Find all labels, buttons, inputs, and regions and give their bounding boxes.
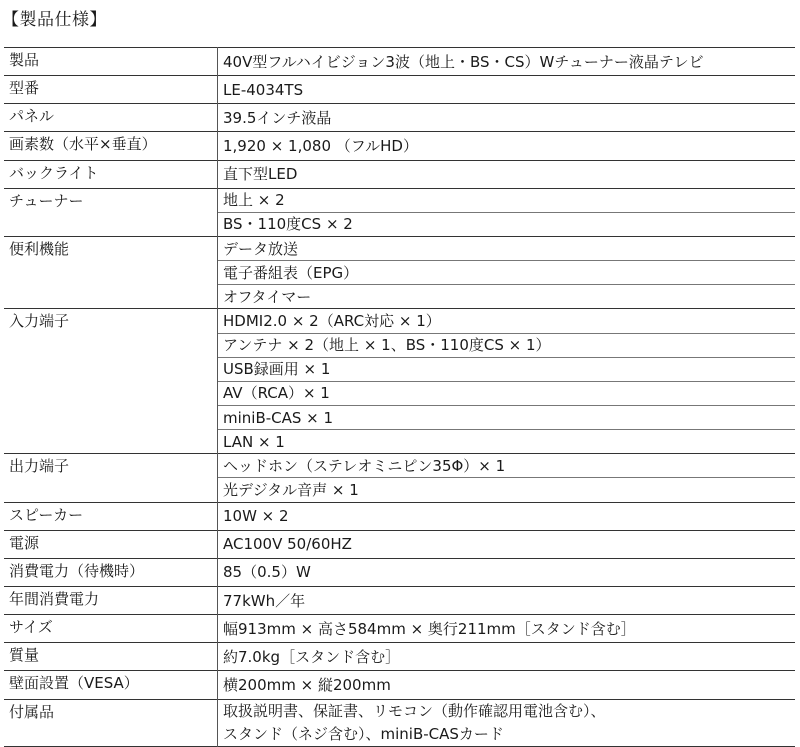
spec-label: 便利機能 <box>4 236 218 308</box>
spec-row <box>4 586 795 614</box>
spec-label: バックライト <box>4 160 218 188</box>
spec-row <box>4 309 795 333</box>
spec-row <box>4 502 795 530</box>
spec-row <box>4 76 795 104</box>
spec-label: 入力端子 <box>4 309 218 454</box>
spec-value: HDMI2.0 × 2（ARC対応 × 1） <box>218 309 796 333</box>
spec-row <box>4 558 795 586</box>
spec-label: 型番 <box>4 76 218 104</box>
spec-label: サイズ <box>4 615 218 643</box>
spec-row <box>4 160 795 188</box>
spec-value: 77kWh／年 <box>218 586 796 614</box>
spec-value: 光デジタル音声 × 1 <box>218 478 796 502</box>
spec-row <box>4 454 795 478</box>
spec-row <box>4 699 795 723</box>
spec-value: miniB-CAS × 1 <box>218 405 796 429</box>
spec-table <box>4 47 795 747</box>
spec-label: 付属品 <box>4 699 218 746</box>
section-title: 【製品仕様】 <box>2 10 107 30</box>
spec-row <box>4 530 795 558</box>
spec-value: データ放送 <box>218 236 796 260</box>
spec-value: 取扱説明書、保証書、リモコン（動作確認用電池含む）、 <box>218 699 796 723</box>
spec-value: 電子番組表（EPG） <box>218 261 796 285</box>
spec-value: 幅913mm × 高さ584mm × 奥行211mm［スタンド含む］ <box>218 615 796 643</box>
spec-value: USB録画用 × 1 <box>218 357 796 381</box>
spec-value: スタンド（ネジ含む）、miniB-CASカード <box>223 725 504 744</box>
spec-label: 年間消費電力 <box>4 586 218 614</box>
spec-value: 約7.0kg［スタンド含む］ <box>218 643 796 671</box>
spec-value: オフタイマー <box>218 285 796 309</box>
spec-row <box>4 104 795 132</box>
spec-row <box>4 132 795 160</box>
spec-label: 出力端子 <box>4 454 218 502</box>
spec-label: 消費電力（待機時） <box>4 558 218 586</box>
spec-value: LE-4034TS <box>218 76 796 104</box>
spec-value: BS・110度CS × 2 <box>218 212 796 236</box>
spec-value: 1,920 × 1,080 （フルHD） <box>218 132 796 160</box>
spec-row <box>4 671 795 699</box>
spec-value: 直下型LED <box>218 160 796 188</box>
spec-label: 電源 <box>4 530 218 558</box>
spec-label: チューナー <box>4 188 218 236</box>
spec-value: 39.5インチ液晶 <box>218 104 796 132</box>
spec-value: AC100V 50/60HZ <box>218 530 796 558</box>
spec-label: スピーカー <box>4 502 218 530</box>
spec-row <box>4 615 795 643</box>
spec-table-body <box>4 48 795 747</box>
spec-label: 質量 <box>4 643 218 671</box>
spec-value: 地上 × 2 <box>218 188 796 212</box>
spec-value: LAN × 1 <box>218 430 796 454</box>
spec-row <box>4 236 795 260</box>
spec-label: 製品 <box>4 48 218 76</box>
spec-row <box>4 643 795 671</box>
spec-label: 壁面設置（VESA） <box>4 671 218 699</box>
spec-value: 40V型フルハイビジョン3波（地上・BS・CS）Wチューナー液晶テレビ <box>218 48 796 76</box>
spec-row <box>4 188 795 212</box>
spec-label: 画素数（水平×垂直） <box>4 132 218 160</box>
spec-label: パネル <box>4 104 218 132</box>
spec-row <box>4 48 795 76</box>
spec-value: アンテナ × 2（地上 × 1、BS・110度CS × 1） <box>218 333 796 357</box>
spec-value: ヘッドホン（ステレオミニピン35Φ）× 1 <box>218 454 796 478</box>
spec-value: 横200mm × 縦200mm <box>218 671 796 699</box>
spec-value: AV（RCA）× 1 <box>218 381 796 405</box>
spec-value: 10W × 2 <box>218 502 796 530</box>
spec-value: 85（0.5）W <box>218 558 796 586</box>
